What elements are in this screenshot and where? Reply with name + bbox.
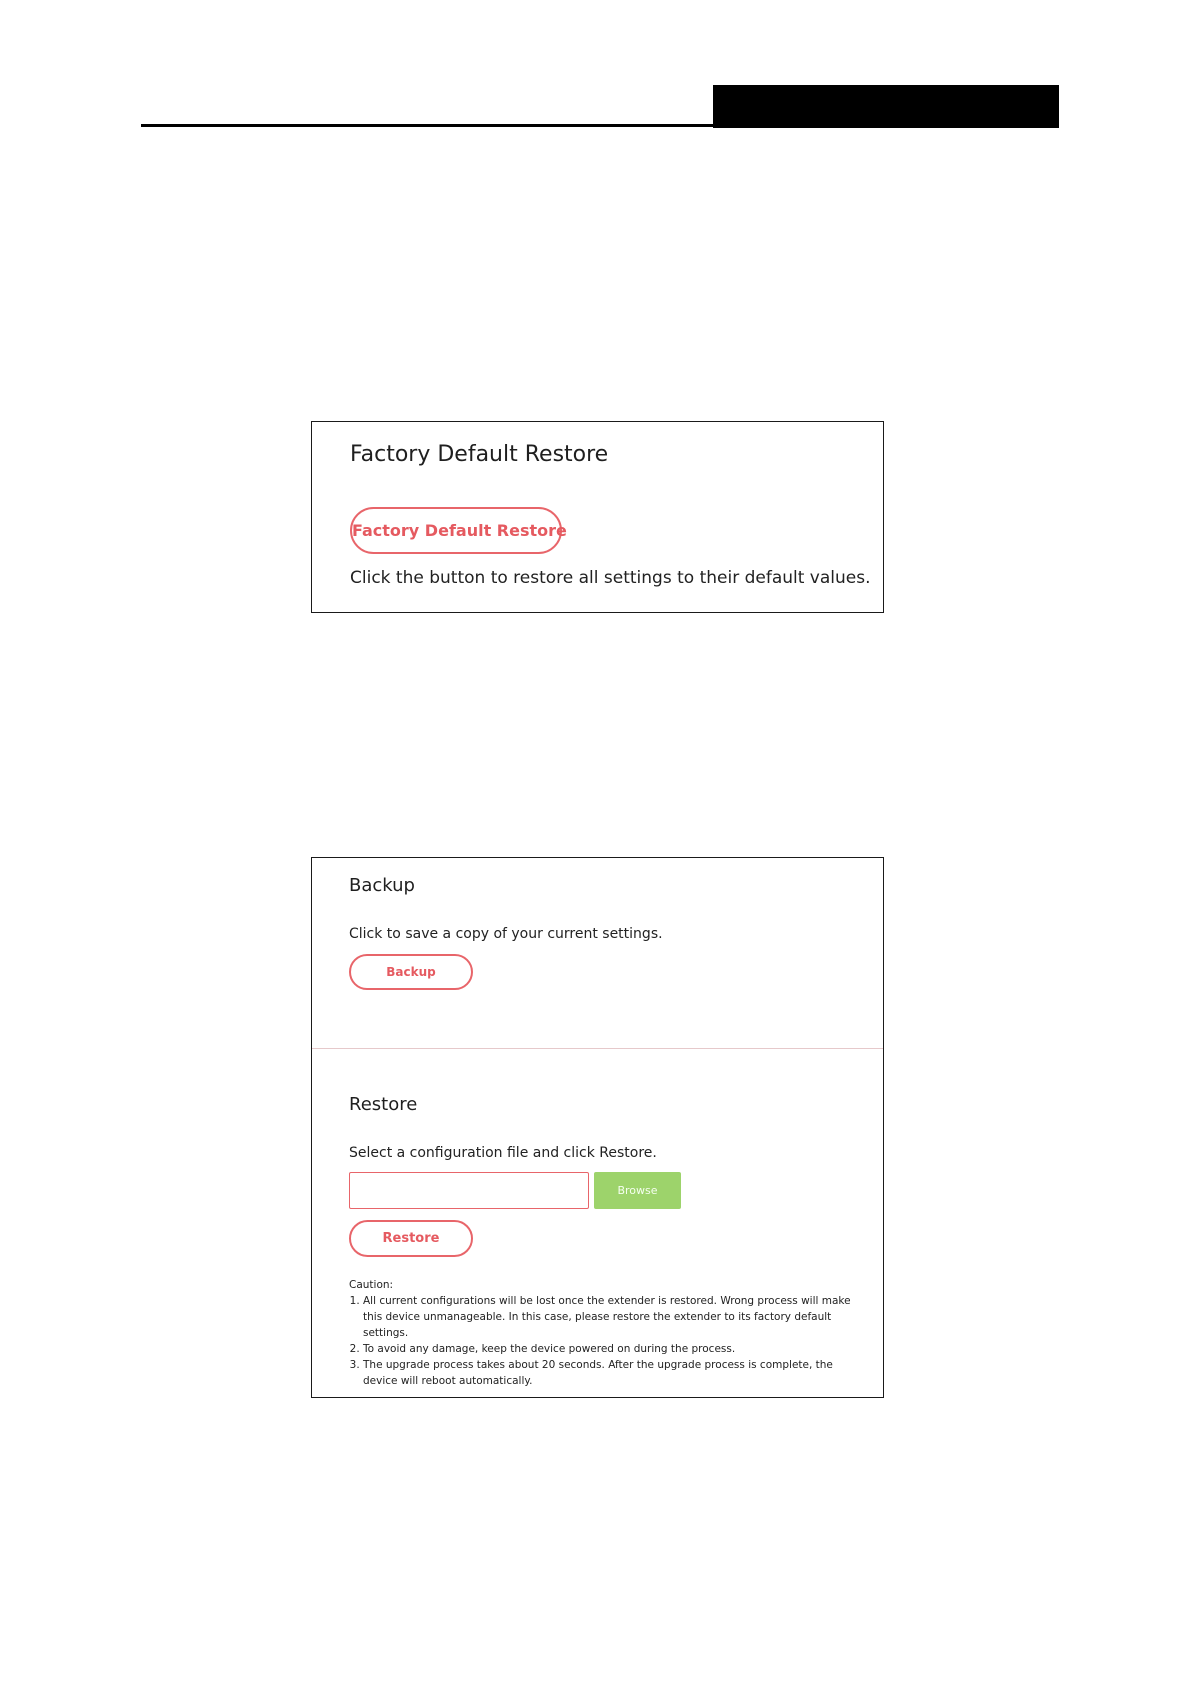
section-divider [312,1048,883,1049]
config-file-input[interactable] [349,1172,589,1209]
document-header-rule [141,124,713,127]
restore-title: Restore [349,1094,418,1115]
factory-default-panel [311,421,884,613]
backup-button[interactable]: Backup [349,954,473,990]
caution-item: 3. The upgrade process takes about 20 seconds. After the upgrade process is complete, the device will reboot automatically. [363,1357,869,1389]
document-header-block [713,85,1059,128]
browse-button[interactable]: Browse [594,1172,681,1209]
caution-list [349,1293,869,1389]
caution-notes [349,1277,869,1389]
factory-default-title: Factory Default Restore [350,442,609,467]
backup-restore-panel [311,857,884,1398]
factory-default-description: Click the button to restore all settings to their default values. [350,568,871,588]
caution-heading: Caution: [349,1279,394,1291]
caution-item: 2. To avoid any damage, keep the device powered on during the process. [363,1341,869,1357]
caution-item: 1. All current configurations will be lost once the extender is restored. Wrong process will make this device unmanageable. In this case, please restore the extender to its factory default settings. [363,1293,869,1341]
backup-title: Backup [349,875,415,896]
restore-button[interactable]: Restore [349,1220,473,1257]
factory-default-restore-button[interactable]: Factory Default Restore [350,507,562,554]
backup-description: Click to save a copy of your current settings. [349,926,663,942]
restore-description: Select a configuration file and click Restore. [349,1145,657,1161]
